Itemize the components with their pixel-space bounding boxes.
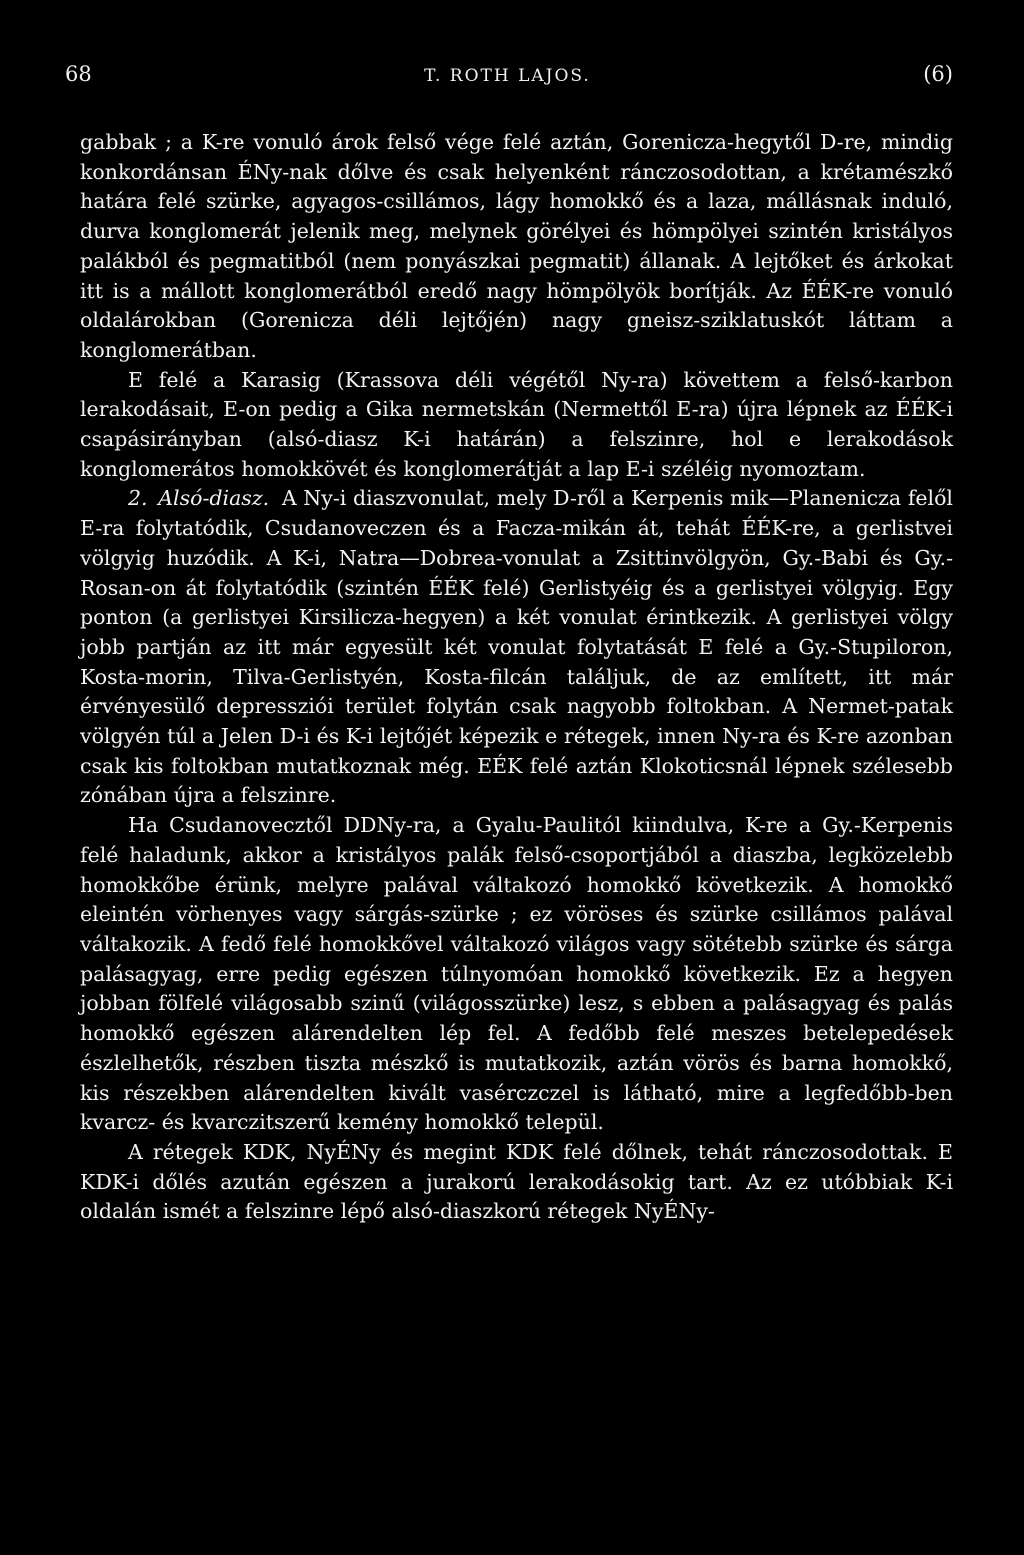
paragraph: E felé a Karasig (Krassova déli végétől Ny-ra) követtem a felső-karbon lerakodásait, E-on pedig a Gika nermetskán (Nermettől E-ra) újra lépnek az ÉÉK-i csapásirányban (alsó-diasz K-i határán) a felszinre, hol e lerakodások konglomerátos homokkövét és konglomerátját a lap E-i széléig nyomoztam. <box>80 367 953 481</box>
section-number: 2. <box>128 486 148 511</box>
section-text: A Ny-i diaszvonulat, mely D-ről a Kerpenis mik—Planenicza felől E-ra folytatódik, Csudanoveczen és a Facza-mikán át, tehát ÉÉK-re, a gerlistvei völgyig huzódik. A K-i, Natra—Dobrea-vonulat a Zsittinvölgyön, Gy.-Babi és Gy.-Rosan-on át folytatódik (szintén ÉÉK felé) Gerlistyéig és a gerlistyei völgyig. Egy ponton (a gerlistyei Kirsilicza-hegyen) a két vonulat érintkezik. A gerlistyei völgy jobb partján az itt már egyesült két vonulat folytatását E felé a Gy.-Stupiloron, Kosta-morin, Tilva-Gerlistyén, Kosta-filcán találjuk, de az említett, itt már érvényesülő depressziói terület folytán csak nagyobb foltokban. A Nermet-patak völgyén túl a Jelen D-i és K-i lejtőjét képezik e rétegek, innen Ny-ra és K-re azonban csak kis foltokban mutatkoznak még. EÉK felé aztán Klokoticsnál lépnek szélesebb zónában újra a felszinre. <box>80 486 953 808</box>
running-header <box>65 62 953 86</box>
body-text <box>80 128 953 1227</box>
paragraph: Ha Csudanovecztől DDNy-ra, a Gyalu-Paulitól kiindulva, K-re a Gy.-Kerpenis felé haladunk, akkor a kristályos palák felső-csoportjából a diaszba, legközelebb homokkőbe érünk, melyre palával váltakozó homokkő következik. A homokkő eleintén vörhenyes vagy sárgás-szürke ; ez vöröses és szürke csillámos palával váltakozik. A fedő felé homokkővel váltakozó világos vagy sötétebb szürke és sárga palásagyag, erre pedig egészen túlnyomóan homokkő következik. Ez a hegyen jobban fölfelé világosabb szinű (világosszürke) lesz, s ebben a palásagyag és palás homokkő egészen alárendelten lép fel. A fedőbb felé meszes betelepedések észlelhetők, részben tiszta mészkő is mutatkozik, aztán vörös és barna homokkő, kis részekben alárendelten kivált vasérczczel is látható, mire a legfedőbb-ben kvarcz- és kvarczitszerű kemény homokkő települ. <box>80 813 953 1135</box>
paragraph: A rétegek KDK, NyÉNy és megint KDK felé dőlnek, tehát ránczosodottak. E KDK-i dőlés azután egészen a jurakorú lerakodásokig tart. Az ez utóbbiak K-i oldalán ismét a felszinre lépő alsó-diaszkorú rétegek NyÉNy- <box>80 1139 953 1224</box>
page-number: 68 <box>65 62 92 86</box>
section-title: Alsó-diasz. <box>158 486 270 511</box>
section-reference: (6) <box>923 62 953 86</box>
running-title: T. ROTH LAJOS. <box>424 66 591 86</box>
paragraph: gabbak ; a K-re vonuló árok felső vége felé aztán, Gorenicza-hegytől D-re, mindig konkordánsan ÉNy-nak dőlve és csak helyenként ránczosodottan, a krétamészkő határa felé szürke, agyagos-csillámos, lágy homokkő és a laza, mállásnak induló, durva konglomerát jelenik meg, melynek görélyei és hömpölyei szintén kristályos palákból és pegmatitból (nem ponyászkai pegmatit) állanak. A lejtőket és árkokat itt is a mállott konglomerátból eredő nagy hömpölyök borítják. Az ÉÉK-re vonuló oldalárokban (Gorenicza déli lejtőjén) nagy gneisz-sziklatuskót láttam a konglomerátban. <box>80 130 953 362</box>
section-paragraph <box>80 484 953 811</box>
book-page <box>65 62 953 1227</box>
